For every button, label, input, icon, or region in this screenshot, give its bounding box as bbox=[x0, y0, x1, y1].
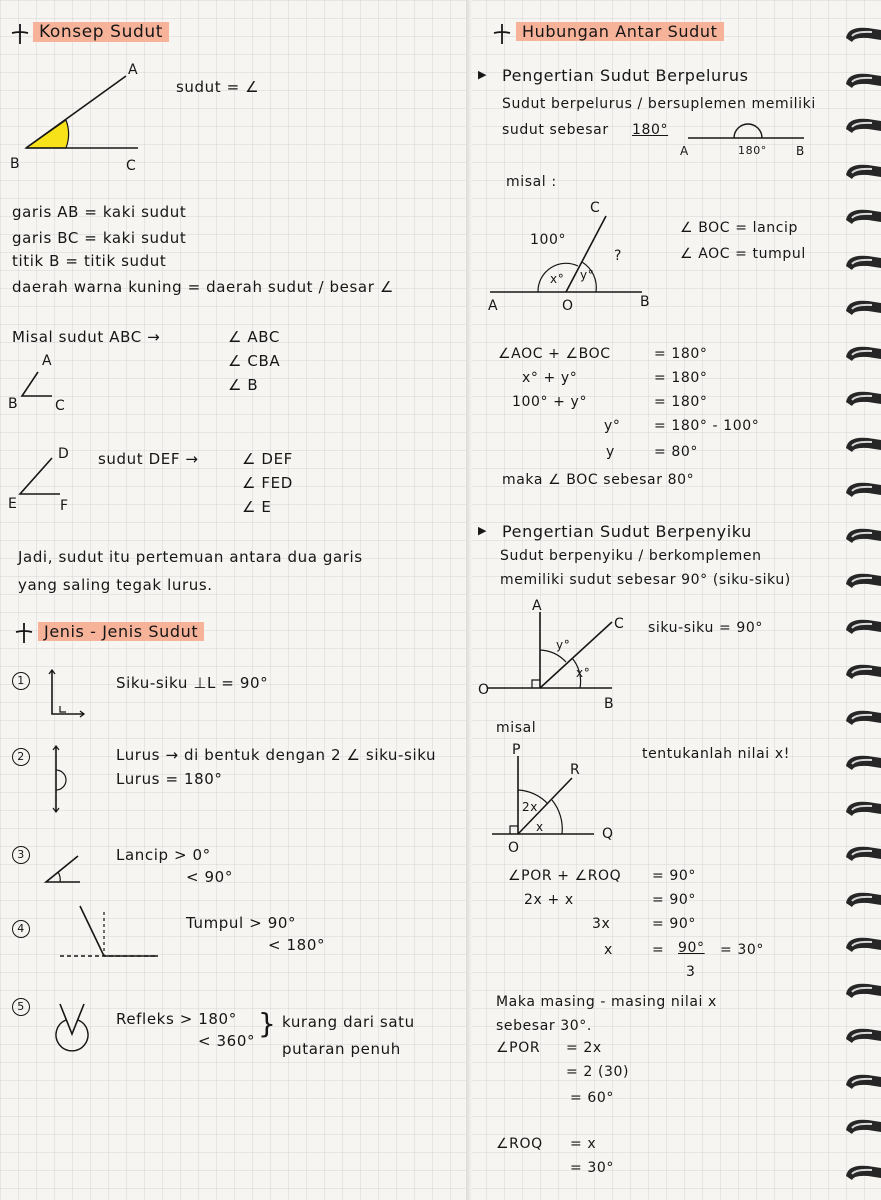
binding-ring-icon bbox=[842, 22, 881, 48]
sparkle-icon bbox=[492, 24, 512, 44]
pen-maka-2: sebesar 30°. bbox=[496, 1018, 592, 1034]
def-label-f: F bbox=[60, 498, 69, 514]
right-angle-figure bbox=[44, 668, 94, 718]
label-c: C bbox=[126, 158, 137, 174]
pelurus-line-1: Sudut berpelurus / bersuplemen memiliki bbox=[502, 96, 816, 112]
pelurus-line-2: sudut sebesar bbox=[502, 122, 609, 138]
sparkle-icon bbox=[10, 24, 30, 44]
triangle-bullet-icon: ▶ bbox=[478, 524, 488, 537]
item-number-1: 1 bbox=[12, 672, 30, 690]
roq-lhs: ∠ROQ bbox=[496, 1136, 543, 1152]
roq-rhs-1: = x bbox=[570, 1136, 597, 1152]
siku-fig-c: C bbox=[614, 616, 625, 632]
pen-frac-num: 90° bbox=[678, 940, 705, 956]
hubungan-title: Hubungan Antar Sudut bbox=[516, 22, 724, 41]
def-form-3: ∠ E bbox=[242, 498, 272, 516]
por-fig-p: P bbox=[512, 742, 522, 758]
sudut-eq: sudut = ∠ bbox=[176, 78, 260, 96]
reflex-angle-figure bbox=[54, 1002, 94, 1052]
siku-fig-o: O bbox=[478, 682, 490, 698]
item-number-4: 4 bbox=[12, 920, 30, 938]
def-line-2: garis BC = kaki sudut bbox=[12, 229, 187, 247]
pel-calc-4-rhs: = 180° - 100° bbox=[654, 418, 760, 434]
penyiku-line-2: memiliki sudut sebesar 90° (siku-siku) bbox=[500, 572, 791, 588]
binding-ring-icon bbox=[842, 705, 881, 731]
binding-ring-icon bbox=[842, 341, 881, 367]
pen-calc-4-lhs: x bbox=[604, 942, 613, 958]
pel-calc-2-rhs: = 180° bbox=[654, 370, 708, 386]
binding-ring-icon bbox=[842, 295, 881, 321]
por-rhs-3: = 60° bbox=[570, 1090, 614, 1106]
acute-angle-figure bbox=[42, 852, 92, 892]
pel-label-question: ? bbox=[614, 248, 623, 264]
penyiku-misal: misal bbox=[496, 720, 537, 736]
binding-ring-icon bbox=[842, 887, 881, 913]
penyiku-line-1: Sudut berpenyiku / berkomplemen bbox=[500, 548, 762, 564]
pelurus-heading: Pengertian Sudut Berpelurus bbox=[502, 66, 749, 85]
brace-icon: } bbox=[258, 1007, 277, 1040]
por-rhs-2: = 2 (30) bbox=[566, 1064, 630, 1080]
pel-label-o: O bbox=[562, 298, 574, 314]
pel-calc-5-rhs: = 80° bbox=[654, 444, 698, 460]
pel-label-c: C bbox=[590, 200, 601, 216]
pen-calc-1-lhs: ∠POR + ∠ROQ bbox=[508, 868, 622, 884]
konsep-title: Konsep Sudut bbox=[33, 22, 169, 42]
binding-ring-icon bbox=[842, 841, 881, 867]
binding-ring-icon bbox=[842, 250, 881, 276]
por-fig-2x: 2x bbox=[522, 800, 538, 814]
binding-ring-icon bbox=[842, 386, 881, 412]
obtuse-angle-figure bbox=[58, 904, 168, 964]
def-form-1: ∠ DEF bbox=[242, 450, 293, 468]
pen-calc-4-rhs: = bbox=[652, 942, 665, 958]
abc-form-3: ∠ B bbox=[228, 376, 259, 394]
item-5-note-1: kurang dari satu bbox=[282, 1013, 415, 1031]
sparkle-icon bbox=[14, 623, 34, 643]
binding-ring-icon bbox=[842, 1069, 881, 1095]
pel-label-a: A bbox=[488, 298, 499, 314]
pen-frac-den: 3 bbox=[686, 964, 696, 980]
por-fig-x: x bbox=[536, 820, 544, 834]
def-label-e: E bbox=[8, 496, 18, 512]
pen-frac-res: = 30° bbox=[720, 942, 764, 958]
binding-ring-icon bbox=[842, 68, 881, 94]
pel-calc-1-lhs: ∠AOC + ∠BOC bbox=[498, 346, 611, 362]
por-lhs: ∠POR bbox=[496, 1040, 541, 1056]
pel-note-1: ∠ BOC = lancip bbox=[680, 220, 799, 236]
pel-label-y: y° bbox=[580, 268, 595, 282]
item-5-note-2: putaran penuh bbox=[282, 1040, 401, 1058]
item-2-line-1: Lurus → di bentuk dengan 2 ∠ siku-siku bbox=[116, 746, 437, 764]
pen-calc-1-rhs: = 90° bbox=[652, 868, 696, 884]
jadi-line-2: yang saling tegak lurus. bbox=[18, 576, 213, 594]
def-form-2: ∠ FED bbox=[242, 474, 293, 492]
por-fig-q: Q bbox=[602, 826, 614, 842]
pel-calc-3-lhs: 100° + y° bbox=[512, 394, 588, 410]
binding-ring-icon bbox=[842, 204, 881, 230]
binding-ring-icon bbox=[842, 978, 881, 1004]
abc-label-c: C bbox=[55, 398, 66, 414]
item-4-line-2: < 180° bbox=[268, 936, 326, 954]
abc-label-b: B bbox=[8, 396, 19, 412]
spiral-binding bbox=[842, 0, 881, 1200]
pel-label-x: x° bbox=[550, 272, 565, 286]
item-number-5: 5 bbox=[12, 998, 30, 1016]
abc-form-1: ∠ ABC bbox=[228, 328, 280, 346]
binding-ring-icon bbox=[842, 796, 881, 822]
item-2-line-2: Lurus = 180° bbox=[116, 770, 223, 788]
binding-ring-icon bbox=[842, 614, 881, 640]
binding-ring-icon bbox=[842, 750, 881, 776]
penyiku-heading: Pengertian Sudut Berpenyiku bbox=[502, 522, 752, 541]
binding-ring-icon bbox=[842, 523, 881, 549]
pel-maka: maka ∠ BOC sebesar 80° bbox=[502, 472, 695, 488]
item-1-text: Siku-siku ⊥L = 90° bbox=[116, 674, 269, 692]
item-3-line-2: < 90° bbox=[186, 868, 233, 886]
por-rhs-1: = 2x bbox=[566, 1040, 602, 1056]
pen-calc-2-rhs: = 90° bbox=[652, 892, 696, 908]
def-line-4: daerah warna kuning = daerah sudut / besar ∠ bbox=[12, 278, 394, 296]
binding-ring-icon bbox=[842, 1114, 881, 1140]
binding-ring-icon bbox=[842, 1160, 881, 1186]
pen-maka-1: Maka masing - masing nilai x bbox=[496, 994, 717, 1010]
binding-ring-icon bbox=[842, 477, 881, 503]
misal-abc: Misal sudut ABC → bbox=[12, 328, 161, 346]
straight-angle-figure bbox=[44, 744, 74, 814]
siku-eq: siku-siku = 90° bbox=[648, 620, 763, 636]
binding-ring-icon bbox=[842, 113, 881, 139]
siku-fig-b: B bbox=[604, 696, 615, 712]
sudut-def: sudut DEF → bbox=[98, 450, 199, 468]
pelurus-value: 180° bbox=[632, 122, 669, 138]
jadi-line-1: Jadi, sudut itu pertemuan antara dua garis bbox=[18, 548, 363, 566]
pelurus-fig-a: A bbox=[680, 144, 689, 158]
pel-label-b: B bbox=[640, 294, 651, 310]
label-a: A bbox=[128, 62, 139, 78]
abc-label-a: A bbox=[42, 353, 53, 369]
label-b: B bbox=[10, 156, 21, 172]
pelurus-fig-mid: 180° bbox=[738, 144, 767, 157]
item-4-line-1: Tumpul > 90° bbox=[186, 914, 297, 932]
siku-fig-y: y° bbox=[556, 638, 571, 652]
page-fold bbox=[466, 0, 472, 1200]
item-5-line-1: Refleks > 180° bbox=[116, 1010, 237, 1028]
por-fig-r: R bbox=[570, 762, 581, 778]
siku-fig-x: x° bbox=[576, 666, 591, 680]
pelurus-fig-b: B bbox=[796, 144, 805, 158]
pen-calc-3-rhs: = 90° bbox=[652, 916, 696, 932]
por-roq-figure bbox=[490, 752, 610, 852]
def-line-1: garis AB = kaki sudut bbox=[12, 203, 187, 221]
def-line-3: titik B = titik sudut bbox=[12, 252, 167, 270]
binding-ring-icon bbox=[842, 432, 881, 458]
tentukan: tentukanlah nilai x! bbox=[642, 746, 790, 762]
binding-ring-icon bbox=[842, 932, 881, 958]
pen-calc-3-lhs: 3x bbox=[592, 916, 611, 932]
binding-ring-icon bbox=[842, 568, 881, 594]
pel-calc-4-lhs: y° bbox=[604, 418, 621, 434]
jenis-title: Jenis - Jenis Sudut bbox=[38, 622, 204, 641]
triangle-bullet-icon: ▶ bbox=[478, 68, 488, 81]
pen-calc-2-lhs: 2x + x bbox=[524, 892, 574, 908]
small-angle-abc bbox=[20, 368, 60, 408]
item-5-line-2: < 360° bbox=[198, 1032, 256, 1050]
supplementary-figure bbox=[488, 210, 658, 300]
pel-calc-1-rhs: = 180° bbox=[654, 346, 708, 362]
item-number-3: 3 bbox=[12, 846, 30, 864]
roq-rhs-2: = 30° bbox=[570, 1160, 614, 1176]
pel-calc-3-rhs: = 180° bbox=[654, 394, 708, 410]
def-label-d: D bbox=[58, 446, 70, 462]
pel-note-2: ∠ AOC = tumpul bbox=[680, 246, 806, 262]
binding-ring-icon bbox=[842, 1023, 881, 1049]
pel-calc-5-lhs: y bbox=[606, 444, 615, 460]
abc-form-2: ∠ CBA bbox=[228, 352, 281, 370]
pelurus-misal: misal : bbox=[506, 174, 557, 190]
siku-fig-a: A bbox=[532, 598, 543, 614]
binding-ring-icon bbox=[842, 659, 881, 685]
item-number-2: 2 bbox=[12, 748, 30, 766]
binding-ring-icon bbox=[842, 159, 881, 185]
item-3-line-1: Lancip > 0° bbox=[116, 846, 211, 864]
pel-label-100: 100° bbox=[530, 232, 567, 248]
complementary-figure bbox=[488, 604, 628, 704]
pel-calc-2-lhs: x° + y° bbox=[522, 370, 578, 386]
por-fig-o: O bbox=[508, 840, 520, 856]
